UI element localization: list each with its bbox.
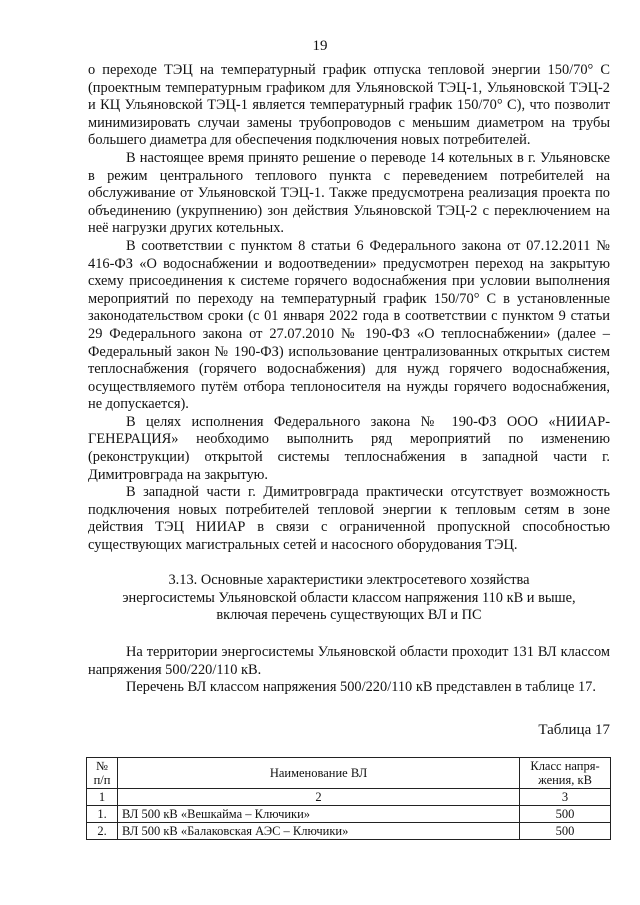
section-body-text: [88, 644, 610, 697]
header-num: № п/п: [87, 758, 118, 789]
table-caption: Таблица 17: [538, 722, 610, 738]
header-voltage: Класс напря-жения, кВ: [520, 758, 611, 789]
column-number: 2: [118, 789, 520, 806]
paragraph-5: В западной части г. Димитровграда практически отсутствует возможность подключения новых потребителей тепловой энергии к тепловым сетям в зоне действия ТЭЦ НИИАР в связи с ограниченной пропускной способностью существующих магистральных сетей и насосного оборудования ТЭЦ.: [88, 484, 610, 554]
table-row: [87, 806, 611, 823]
section-heading-line-2: энергосистемы Ульяновской области классом напряжения 110 кВ и выше,: [122, 589, 576, 606]
paragraph-1: о переходе ТЭЦ на температурный график отпуска тепловой энергии 150/70° С (проектным температурным графиком для Ульяновской ТЭЦ-1, Ульяновской ТЭЦ-2 и КЦ Ульяновской ТЭЦ-1 является температурный график 150/70° С), что позволит минимизировать случаи замены трубопроводов с меньшим диаметром на трубы большего диаметра для обеспечения подключения новых потребителей.: [88, 62, 610, 149]
row-num: 1.: [87, 806, 118, 823]
table-row: [87, 823, 611, 840]
vl-table: [86, 757, 611, 840]
column-number: 1: [87, 789, 118, 806]
paragraph-3: В соответствии с пунктом 8 статьи 6 Федерального закона от 07.12.2011 № 416-ФЗ «О водоснабжении и водоотведении» предусмотрен переход на закрытую схему присоединения к системе горячего водоснабжения при условии выполнения мероприятий по переходу на температурный график 150/70° С в установленные законодательством сроки (с 01 января 2022 года в соответствии с пунктом 9 статьи 29 Федерального закона от 27.07.2010 № 190-ФЗ «О теплоснабжении» (далее – Федеральный закон № 190-ФЗ) использование централизованных открытых систем теплоснабжения (горячего водоснабжения) для нужд горячего водоснабжения, осуществляемого путём отбора теплоносителя на нужды горячего водоснабжения, не допускается).: [88, 237, 610, 413]
paragraph-vl-list-ref: Перечень ВЛ классом напряжения 500/220/110 кВ представлен в таблице 17.: [126, 679, 596, 696]
column-number: 3: [520, 789, 611, 806]
row-name: ВЛ 500 кВ «Вешкайма – Ключики»: [118, 806, 520, 823]
row-voltage: 500: [520, 823, 611, 840]
page-number: 19: [312, 38, 328, 54]
row-voltage: 500: [520, 806, 611, 823]
section-heading: [88, 572, 610, 625]
paragraph-2: В настоящее время принято решение о переводе 14 котельных в г. Ульяновске в режим центрального теплового пункта с переведением потребителей на обслуживание от Ульяновской ТЭЦ-1. Также предусмотрена реализация проекта по объединению (укрупнению) зон действия Ульяновской ТЭЦ-2 с переключением на неё нагрузки других котельных.: [88, 149, 610, 237]
table-header-row: [87, 758, 611, 789]
row-num: 2.: [87, 823, 118, 840]
section-heading-line-3: включая перечень существующих ВЛ и ПС: [216, 607, 482, 624]
row-name: ВЛ 500 кВ «Балаковская АЭС – Ключики»: [118, 823, 520, 840]
header-name: Наименование ВЛ: [118, 758, 520, 789]
section-heading-line-1: 3.13. Основные характеристики электросетевого хозяйства: [168, 572, 530, 588]
paragraph-4: В целях исполнения Федерального закона № 190-ФЗ ООО «НИИАР-ГЕНЕРАЦИЯ» необходимо выполнить ряд мероприятий по изменению (реконструкции) открытой системы теплоснабжения в западной части г. Димитровграда на закрытую.: [88, 413, 610, 483]
body-text: [88, 62, 610, 555]
column-number-row: [87, 789, 611, 806]
paragraph-vl-count: На территории энергосистемы Ульяновской области проходит 131 ВЛ классом напряжения 500/220/110 кВ.: [88, 644, 610, 678]
